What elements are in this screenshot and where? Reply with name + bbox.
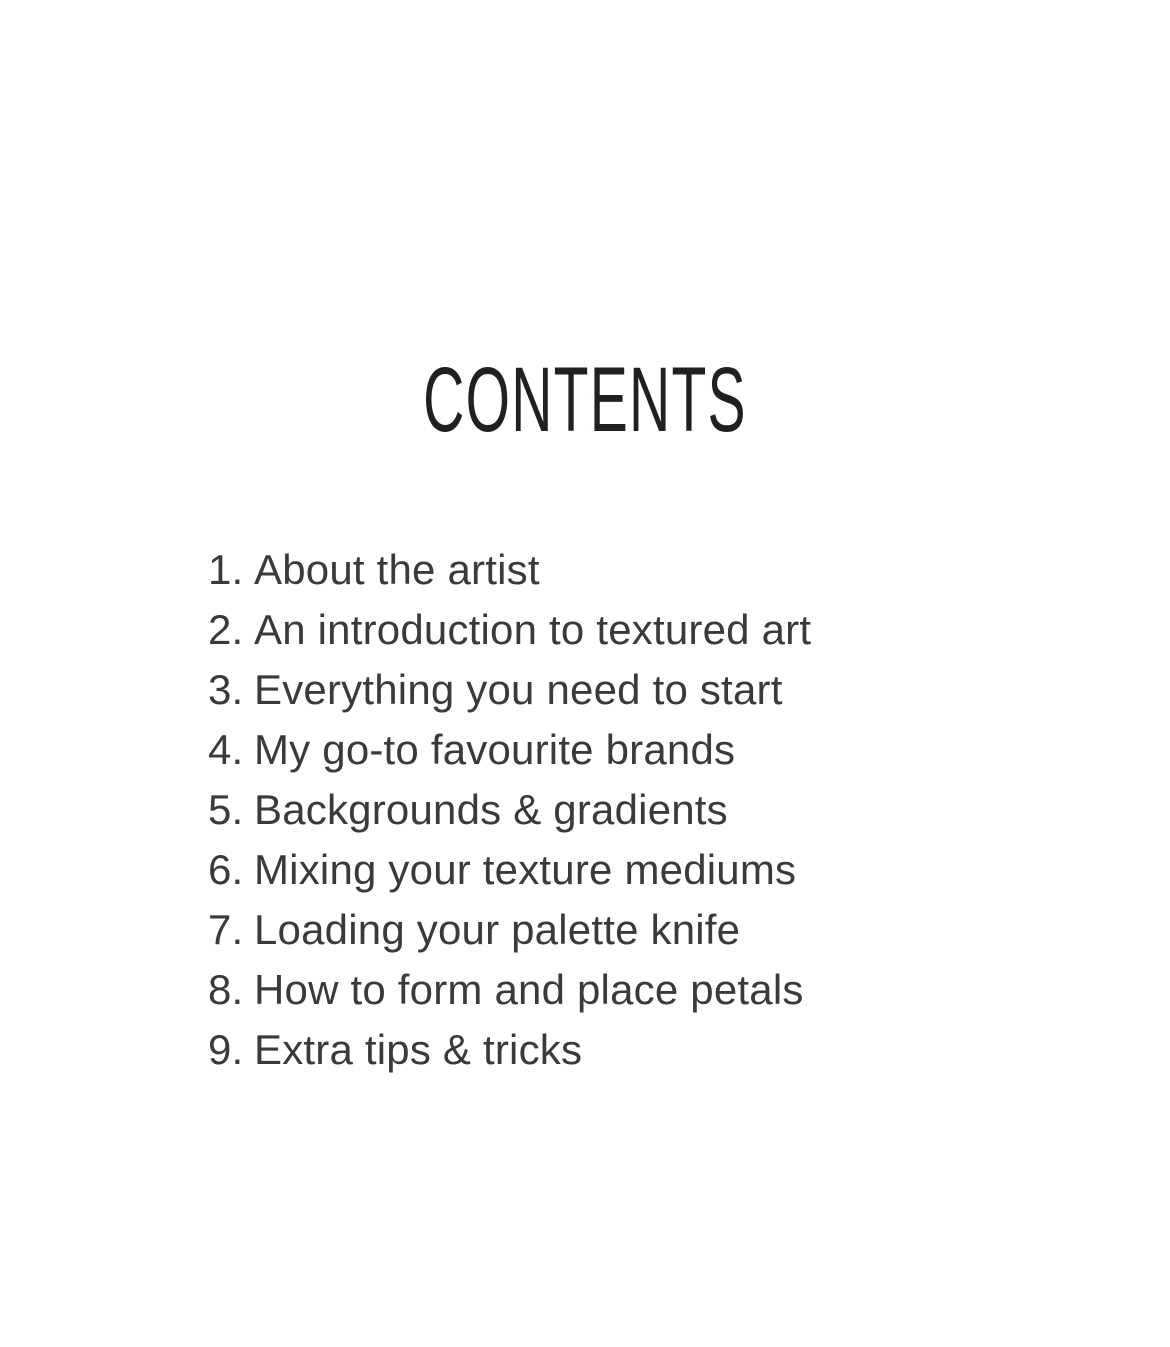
- list-item[interactable]: [208, 600, 1068, 660]
- list-item-number: 1.: [208, 546, 244, 593]
- list-item-label: About the artist: [254, 546, 540, 593]
- list-item[interactable]: [208, 540, 1068, 600]
- list-item-number: 7.: [208, 906, 244, 953]
- list-item-label: Extra tips & tricks: [254, 1026, 583, 1073]
- list-item-label: An introduction to textured art: [254, 606, 812, 653]
- list-item-number: 5.: [208, 786, 244, 833]
- page-title: CONTENTS: [423, 348, 747, 451]
- list-item-number: 3.: [208, 666, 244, 713]
- list-item-label: Loading your palette knife: [254, 906, 741, 953]
- list-item[interactable]: [208, 960, 1068, 1020]
- list-item-label: Backgrounds & gradients: [254, 786, 728, 833]
- list-item[interactable]: [208, 1020, 1068, 1080]
- list-item[interactable]: [208, 780, 1068, 840]
- list-item-number: 6.: [208, 846, 244, 893]
- list-item[interactable]: [208, 660, 1068, 720]
- list-item-label: How to form and place petals: [254, 966, 804, 1013]
- list-item-label: Everything you need to start: [254, 666, 783, 713]
- list-item[interactable]: [208, 840, 1068, 900]
- list-item-number: 8.: [208, 966, 244, 1013]
- list-item-label: My go-to favourite brands: [254, 726, 736, 773]
- table-of-contents: [208, 540, 1068, 1080]
- list-item-label: Mixing your texture mediums: [254, 846, 797, 893]
- list-item-number: 9.: [208, 1026, 244, 1073]
- list-item[interactable]: [208, 900, 1068, 960]
- list-item-number: 2.: [208, 606, 244, 653]
- list-item-number: 4.: [208, 726, 244, 773]
- list-item[interactable]: [208, 720, 1068, 780]
